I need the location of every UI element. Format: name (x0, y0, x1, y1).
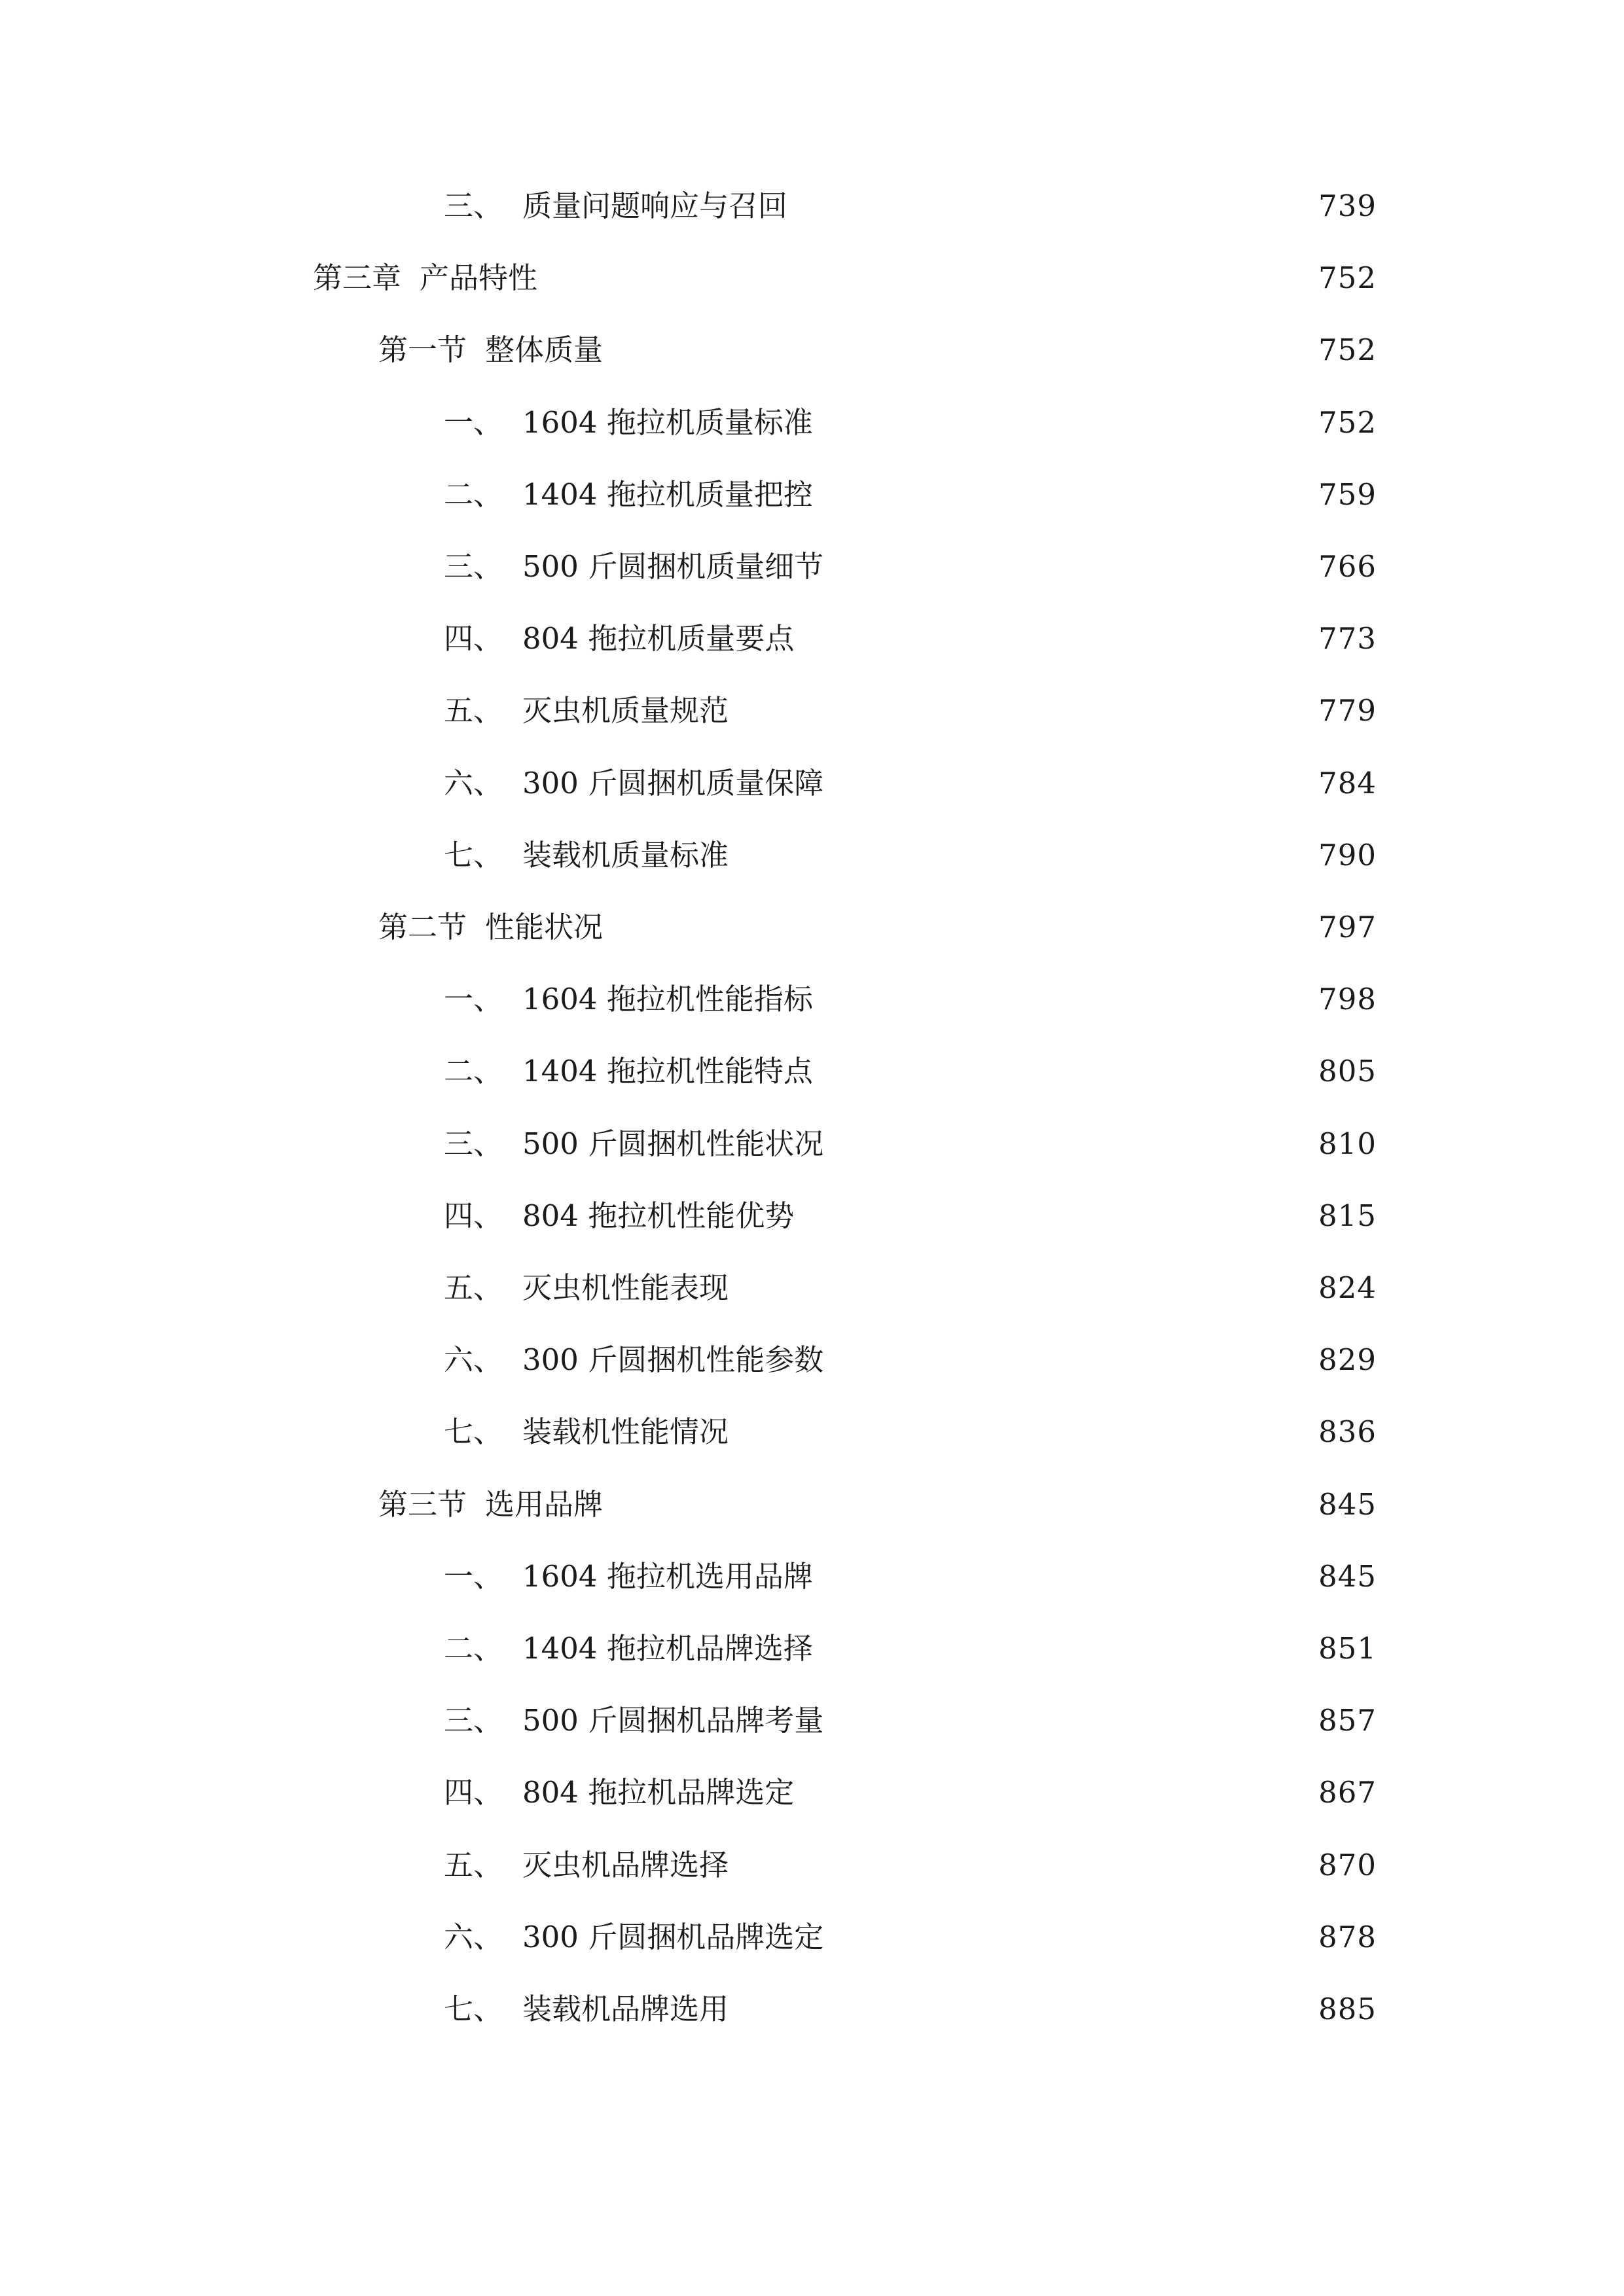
toc-entry[interactable] (378, 1482, 1377, 1528)
toc-entry-page-number: 790 (1318, 837, 1377, 872)
toc-entry-title: 1604 拖拉机性能指标 (522, 982, 813, 1017)
dot-leader (612, 1482, 1309, 1528)
toc-entry-page-number: 824 (1318, 1270, 1377, 1305)
toc-entry-page-number: 829 (1318, 1342, 1377, 1378)
toc-entry-title: 500 斤圆捆机质量细节 (522, 549, 824, 584)
toc-entry[interactable] (444, 761, 1377, 806)
toc-entry[interactable] (444, 1121, 1377, 1167)
dot-leader (822, 977, 1309, 1022)
toc-entry-number: 三、 (444, 1126, 503, 1161)
toc-entry[interactable] (444, 833, 1377, 878)
toc-entry-title: 装载机性能情况 (522, 1414, 729, 1450)
dot-leader (822, 472, 1309, 518)
toc-entry-title: 装载机质量标准 (522, 837, 729, 872)
dot-leader (833, 761, 1309, 806)
toc-entry[interactable] (444, 1986, 1377, 2032)
dot-leader (822, 1626, 1309, 1672)
toc-entry[interactable] (444, 544, 1377, 590)
toc-entry-page-number: 784 (1318, 765, 1377, 800)
dot-leader (803, 1770, 1309, 1816)
toc-entry[interactable] (444, 1842, 1377, 1888)
dot-leader (822, 400, 1309, 446)
toc-entry[interactable] (444, 1265, 1377, 1311)
toc-entry-title: 804 拖拉机质量要点 (522, 621, 795, 656)
toc-entry-number: 第三节 (378, 1486, 467, 1522)
toc-entry-page-number: 870 (1318, 1847, 1377, 1882)
dot-leader (822, 1049, 1309, 1094)
toc-entry-page-number: 885 (1318, 1992, 1377, 2026)
toc-entry-page-number: 805 (1318, 1054, 1377, 1089)
toc-entry-number: 六、 (444, 765, 503, 800)
toc-entry-number: 五、 (444, 1847, 503, 1882)
toc-entry-title: 装载机品牌选用 (522, 1992, 729, 2026)
dot-leader (612, 905, 1309, 950)
toc-entry-page-number: 759 (1318, 476, 1377, 512)
toc-entry-number: 一、 (444, 982, 503, 1017)
toc-entry-page-number: 851 (1318, 1631, 1377, 1666)
toc-entry-number: 七、 (444, 1992, 503, 2026)
toc-entry-title: 1404 拖拉机性能特点 (522, 1054, 813, 1089)
toc-entry-number: 六、 (444, 1919, 503, 1954)
toc-entry-number: 四、 (444, 1198, 503, 1233)
toc-entry[interactable] (313, 255, 1377, 301)
toc-entry[interactable] (444, 1049, 1377, 1094)
dot-leader (833, 1337, 1309, 1383)
toc-entry-number: 第三章 (313, 260, 402, 296)
toc-entry-page-number: 779 (1318, 693, 1377, 728)
toc-entry-number: 五、 (444, 693, 503, 728)
toc-entry-page-number: 810 (1318, 1126, 1377, 1161)
toc-entry[interactable] (444, 1698, 1377, 1744)
toc-entry-title: 1604 拖拉机选用品牌 (522, 1558, 813, 1594)
dot-leader (738, 688, 1309, 734)
toc-entry-page-number: 815 (1318, 1198, 1377, 1233)
toc-entry-page-number: 867 (1318, 1775, 1377, 1810)
toc-entry[interactable] (378, 327, 1377, 373)
dot-leader (612, 327, 1309, 373)
toc-entry-title: 1604 拖拉机质量标准 (522, 404, 813, 440)
toc-entry-number: 三、 (444, 549, 503, 584)
toc-entry[interactable] (444, 400, 1377, 446)
dot-leader (803, 616, 1309, 662)
toc-entry[interactable] (444, 472, 1377, 518)
toc-entry-page-number: 752 (1318, 260, 1377, 296)
toc-entry-number: 七、 (444, 837, 503, 872)
toc-entry-title: 300 斤圆捆机品牌选定 (522, 1919, 824, 1954)
toc-entry-number: 二、 (444, 1054, 503, 1089)
dot-leader (738, 833, 1309, 878)
toc-entry-number: 四、 (444, 621, 503, 656)
toc-entry-page-number: 878 (1318, 1919, 1377, 1954)
toc-entry-page-number: 857 (1318, 1703, 1377, 1738)
toc-entry[interactable] (444, 977, 1377, 1022)
dot-leader (803, 1193, 1309, 1239)
dot-leader (833, 1121, 1309, 1167)
toc-entry-page-number: 773 (1318, 621, 1377, 656)
toc-entry-page-number: 766 (1318, 549, 1377, 584)
toc-entry-number: 一、 (444, 404, 503, 440)
toc-entry-title: 804 拖拉机品牌选定 (522, 1775, 795, 1810)
toc-entry-title: 性能状况 (485, 910, 604, 944)
toc-entry[interactable] (444, 1554, 1377, 1600)
dot-leader (822, 1554, 1309, 1600)
toc-entry-page-number: 836 (1318, 1414, 1377, 1450)
dot-leader (738, 1842, 1309, 1888)
toc-entry-number: 第一节 (378, 332, 467, 368)
toc-entry-number: 五、 (444, 1270, 503, 1305)
toc-entry-number: 七、 (444, 1414, 503, 1450)
toc-entry-title: 灭虫机质量规范 (522, 693, 729, 728)
toc-entry[interactable] (378, 905, 1377, 950)
toc-entry[interactable] (444, 1337, 1377, 1383)
toc-entry[interactable] (444, 616, 1377, 662)
toc-entry-page-number: 845 (1318, 1558, 1377, 1594)
toc-entry-title: 500 斤圆捆机性能状况 (522, 1126, 824, 1161)
toc-entry[interactable] (444, 183, 1377, 229)
toc-entry-number: 二、 (444, 1631, 503, 1666)
toc-entry-title: 灭虫机品牌选择 (522, 1847, 729, 1882)
toc-entry-title: 1404 拖拉机质量把控 (522, 476, 813, 512)
toc-entry-title: 整体质量 (485, 332, 604, 368)
toc-entry-title: 1404 拖拉机品牌选择 (522, 1631, 813, 1666)
toc-entry[interactable] (444, 1914, 1377, 1960)
toc-entry-page-number: 797 (1318, 910, 1377, 944)
toc-entry-page-number: 752 (1318, 404, 1377, 440)
toc-entry-number: 四、 (444, 1775, 503, 1810)
dot-leader (738, 1265, 1309, 1311)
dot-leader (797, 183, 1309, 229)
toc-entry-number: 三、 (444, 188, 503, 223)
dot-leader (833, 544, 1309, 590)
toc-entry[interactable] (444, 1626, 1377, 1672)
toc-entry-title: 804 拖拉机性能优势 (522, 1198, 795, 1233)
toc-entry-title: 300 斤圆捆机质量保障 (522, 765, 824, 800)
toc-entry-title: 质量问题响应与召回 (522, 188, 788, 223)
toc-entry-number: 一、 (444, 1558, 503, 1594)
toc-entry[interactable] (444, 1770, 1377, 1816)
dot-leader (833, 1698, 1309, 1744)
toc-entry[interactable] (444, 1409, 1377, 1455)
toc-entry-number: 三、 (444, 1703, 503, 1738)
toc-entry-title: 产品特性 (420, 260, 538, 296)
toc-entry-number: 第二节 (378, 910, 467, 944)
toc-entry-page-number: 752 (1318, 332, 1377, 368)
toc-entry-page-number: 798 (1318, 982, 1377, 1017)
dot-leader (738, 1986, 1309, 2032)
dot-leader (738, 1409, 1309, 1455)
dot-leader (833, 1914, 1309, 1960)
toc-entry-title: 300 斤圆捆机性能参数 (522, 1342, 824, 1378)
toc-entry-title: 500 斤圆捆机品牌考量 (522, 1703, 824, 1738)
toc-entry-title: 选用品牌 (485, 1486, 604, 1522)
toc-entry-number: 二、 (444, 476, 503, 512)
toc-entry[interactable] (444, 688, 1377, 734)
toc-entry-number: 六、 (444, 1342, 503, 1378)
toc-entry-page-number: 845 (1318, 1486, 1377, 1522)
dot-leader (547, 255, 1309, 301)
toc-entry[interactable] (444, 1193, 1377, 1239)
toc-entry-title: 灭虫机性能表现 (522, 1270, 729, 1305)
toc-entry-page-number: 739 (1318, 188, 1377, 223)
